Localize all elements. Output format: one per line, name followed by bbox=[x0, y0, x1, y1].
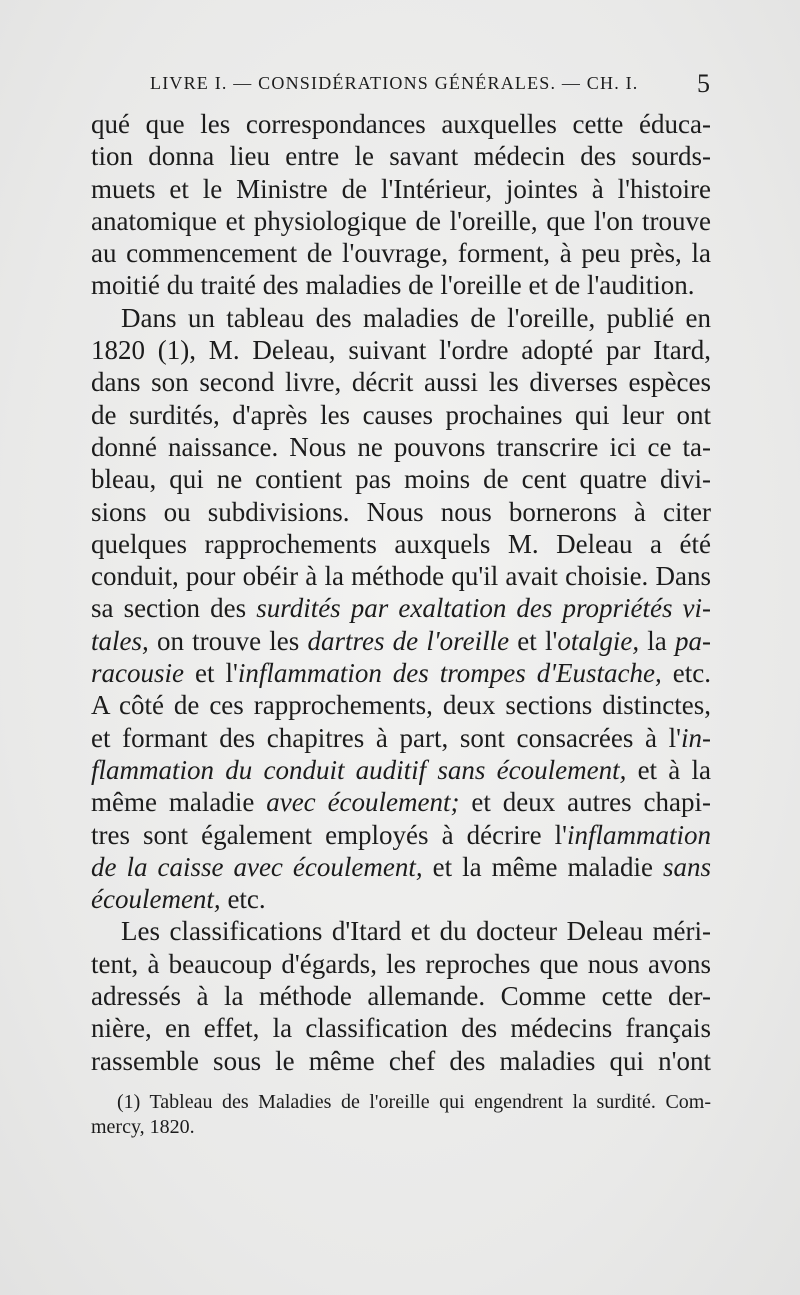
text-segment: rassemble sous le même chef des maladies qui n'ont bbox=[91, 1045, 711, 1076]
text-segment: Dans un tableau des maladies de l'oreille, publié en bbox=[121, 302, 711, 333]
italic-segment: écoulement, bbox=[91, 884, 221, 915]
text-line bbox=[91, 496, 711, 528]
text-segment: et l' bbox=[509, 625, 558, 656]
text-line bbox=[91, 334, 711, 366]
text-line bbox=[91, 883, 711, 915]
text-line bbox=[91, 528, 711, 560]
text-segment: on trouve les bbox=[148, 625, 308, 656]
text-line bbox=[91, 592, 711, 624]
text-line bbox=[91, 366, 711, 398]
text-segment: tres sont également employés à décrire l' bbox=[91, 819, 567, 850]
text-line bbox=[91, 140, 711, 172]
text-segment: etc. bbox=[661, 658, 711, 689]
text-line bbox=[91, 657, 711, 689]
text-segment: bleau, qui ne contient pas moins de cent quatre divi- bbox=[91, 464, 711, 495]
text-line bbox=[91, 948, 711, 980]
text-segment: sions ou subdivisions. Nous nous bornerons à citer bbox=[91, 496, 711, 527]
page-number: 5 bbox=[697, 69, 710, 98]
text-segment: de surdités, d'après les causes prochaines qui leur ont bbox=[91, 399, 711, 430]
text-line bbox=[91, 754, 711, 786]
text-line bbox=[91, 237, 711, 269]
text-line bbox=[91, 722, 711, 754]
italic-segment: pa- bbox=[674, 625, 711, 656]
text-line bbox=[91, 786, 711, 818]
text-segment: et l' bbox=[183, 658, 238, 689]
footnote-line: (1) Tableau des Maladies de l'oreille qui engendrent la surdité. Com- bbox=[117, 1091, 711, 1113]
text-line bbox=[91, 1012, 711, 1044]
text-segment: donné naissance. Nous ne pouvons transcrire ici ce ta- bbox=[91, 431, 711, 462]
text-segment: qué que les correspondances auxquelles cette éduca- bbox=[91, 109, 711, 139]
text-segment: et la même maladie bbox=[422, 851, 663, 882]
italic-segment: de la caisse avec écoulement, bbox=[91, 851, 423, 882]
text-line bbox=[91, 625, 711, 657]
italic-segment: inflammation bbox=[566, 819, 711, 850]
text-line bbox=[91, 689, 711, 721]
text-segment: Les classifications d'Itard et du docteur Deleau mérі- bbox=[121, 916, 711, 947]
italic-segment: tales, bbox=[91, 625, 149, 656]
text-segment: et à la bbox=[626, 754, 711, 785]
text-segment: quelques rapprochements auxquels M. Deleau a été bbox=[91, 528, 711, 559]
text-segment: etc. bbox=[220, 884, 266, 915]
text-line bbox=[91, 915, 711, 947]
italic-segment: in- bbox=[681, 722, 711, 753]
text-line bbox=[91, 1045, 711, 1077]
text-segment: nière, en effet, la classification des médecins français bbox=[91, 1013, 711, 1044]
text-segment: conduit, pour obéir à la méthode qu'il avait choisie. Dans bbox=[91, 561, 711, 592]
text-line bbox=[91, 302, 711, 334]
text-line bbox=[91, 463, 711, 495]
text-segment: tent, à beaucoup d'égards, les reproches que nous avons bbox=[91, 948, 711, 979]
text-segment: muets et le Ministre de l'Intérieur, jointes à l'histoire bbox=[91, 173, 711, 204]
text-line bbox=[91, 819, 711, 851]
text-segment: et deux autres chapi- bbox=[459, 787, 711, 818]
text-segment: 1820 (1), M. Deleau, suivant l'ordre adopté par Itard, bbox=[91, 335, 711, 366]
footnote-line: mercy, 1820. bbox=[91, 1115, 195, 1138]
text-segment: moitié du traité des maladies de l'oreille et de l'audition. bbox=[91, 270, 695, 301]
italic-segment: flammation du conduit auditif sans écoulement, bbox=[91, 754, 627, 785]
italic-segment: otalgie, bbox=[557, 625, 640, 656]
running-head-title: LIVRE I. — CONSIDÉRATIONS GÉNÉRALES. — CH. I. bbox=[150, 73, 639, 93]
italic-segment: avec écoulement; bbox=[266, 787, 460, 818]
running-head bbox=[150, 69, 710, 101]
text-segment: au commencement de l'ouvrage, forment, à peu près, la bbox=[91, 238, 711, 269]
text-segment: adressés à la méthode allemande. Comme cette der- bbox=[91, 981, 711, 1012]
text-line bbox=[91, 431, 711, 463]
text-line bbox=[91, 269, 711, 301]
footnote bbox=[91, 1090, 711, 1139]
text-line bbox=[91, 173, 711, 205]
text-segment: anatomique et physiologique de l'oreille, que l'on trouve bbox=[91, 205, 711, 236]
text-line bbox=[91, 205, 711, 237]
text-line bbox=[91, 108, 711, 140]
text-line bbox=[91, 851, 711, 883]
italic-segment: racousie bbox=[91, 658, 184, 689]
body-text bbox=[91, 108, 711, 1077]
italic-segment: sans bbox=[663, 851, 712, 882]
text-line bbox=[91, 399, 711, 431]
text-line bbox=[91, 560, 711, 592]
text-segment: même maladie bbox=[91, 787, 267, 818]
text-segment: sa section des bbox=[91, 593, 257, 624]
text-line bbox=[91, 980, 711, 1012]
italic-segment: dartres de l'oreille bbox=[307, 625, 510, 656]
italic-segment: inflammation des trompes d'Eustache, bbox=[237, 658, 662, 689]
text-segment: tion donna lieu entre le savant médecin des sourds- bbox=[91, 141, 711, 172]
italic-segment: surdités par exaltation des propriétés vi- bbox=[256, 593, 711, 624]
text-segment: dans son second livre, décrit aussi les diverses espèces bbox=[91, 367, 711, 398]
text-segment: la bbox=[639, 625, 675, 656]
text-segment: et formant des chapitres à part, sont consacrées à l' bbox=[91, 722, 681, 753]
text-segment: A côté de ces rapprochements, deux sections distinctes, bbox=[91, 690, 711, 721]
